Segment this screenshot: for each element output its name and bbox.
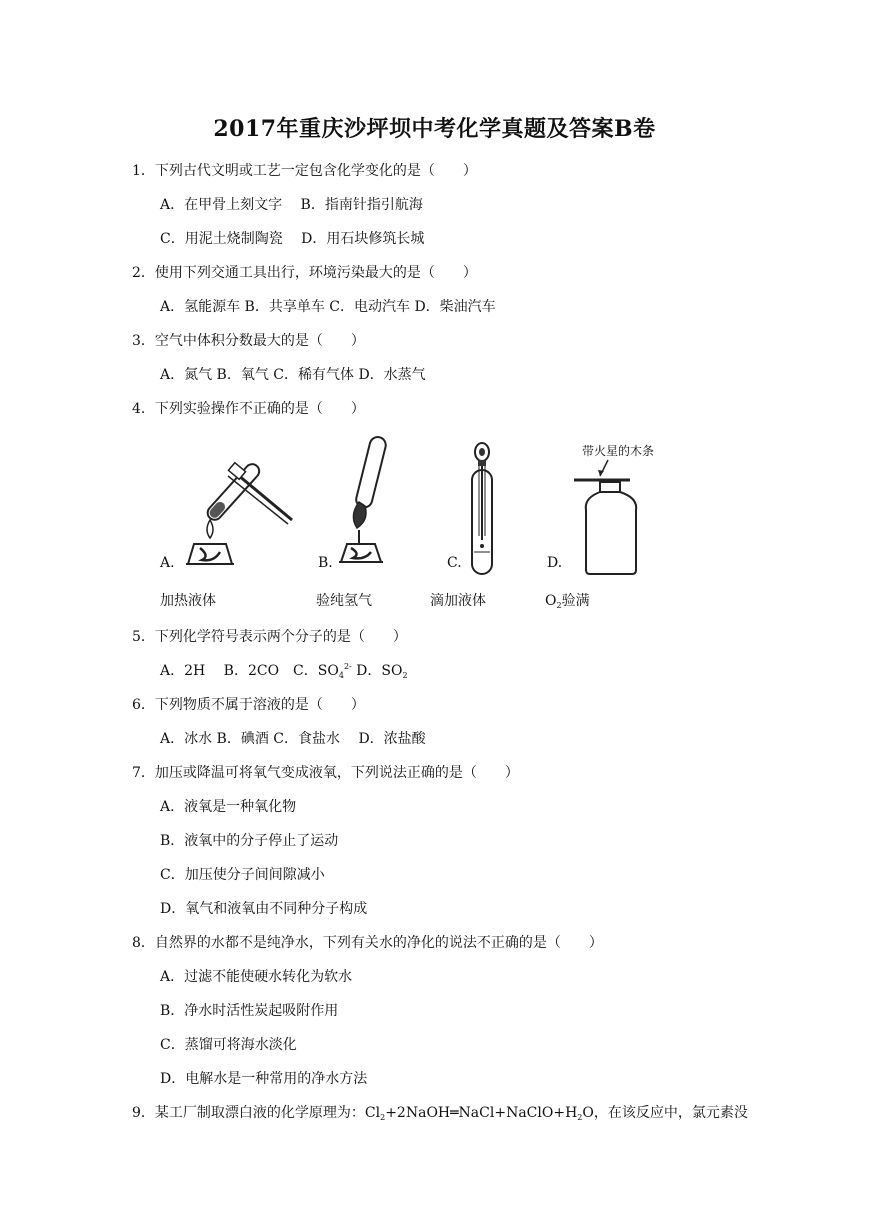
q8-option-a: A．过滤不能使硬水转化为软水: [160, 969, 353, 985]
q8-option-c: C．蒸馏可将海水淡化: [160, 1037, 297, 1053]
question-4: 4．下列实验操作不正确的是（ ）: [132, 401, 365, 417]
caption-b: 验纯氢气: [316, 593, 372, 609]
q1-options-ab: A．在甲骨上刻文字 B．指南针指引航海: [160, 197, 423, 213]
figure-a-letter: A.: [160, 555, 175, 571]
caption-a: 加热液体: [160, 593, 216, 609]
caption-d: $O_2$验满: [545, 593, 590, 610]
q8-option-d: D．电解水是一种常用的净水方法: [160, 1071, 368, 1087]
figure-heating-liquid: [180, 448, 300, 578]
question-5: 5．下列化学符号表示两个分子的是（ ）: [132, 629, 407, 645]
question-1: 1．下列古代文明或工艺一定包含化学变化的是（ ）: [132, 163, 477, 179]
caption-c: 滴加液体: [430, 593, 486, 609]
figure-hydrogen-purity: [335, 432, 395, 578]
q7-option-a: A．液氧是一种氧化物: [160, 799, 297, 815]
q6-options: A．冰水 B．碘酒 C．食盐水 D．浓盐酸: [160, 731, 426, 747]
question-2: 2．使用下列交通工具出行，环境污染最大的是（ ）: [132, 265, 477, 281]
question-7: 7．加压或降温可将氧气变成液氧，下列说法正确的是（ ）: [132, 765, 519, 781]
q1-options-cd: C．用泥土烧制陶瓷 D．用石块修筑长城: [160, 231, 425, 247]
q7-option-d: D．氧气和液氧由不同种分子构成: [160, 901, 368, 917]
figure-d-label: 带火星的木条: [582, 444, 655, 458]
q5-options: A．2H B．2CO C．$SO_4^{2-}$ D．$SO_2$: [160, 662, 408, 680]
q2-options: A．氢能源车 B．共享单车 C．电动汽车 D．柴油汽车: [160, 299, 496, 315]
figure-c-letter: C.: [447, 555, 462, 571]
figure-d-letter: D.: [547, 555, 563, 571]
q7-option-b: B．液氧中的分子停止了运动: [160, 833, 339, 849]
question-6: 6．下列物质不属于溶液的是（ ）: [132, 697, 365, 713]
q3-options: A．氮气 B．氧气 C．稀有气体 D．水蒸气: [160, 367, 426, 383]
q7-option-c: C．加压使分子间间隙减小: [160, 867, 325, 883]
question-8: 8．自然界的水都不是纯净水，下列有关水的净化的说法不正确的是（ ）: [132, 935, 603, 951]
figure-dropping-liquid: [462, 440, 502, 580]
page-title: 2017年重庆沙坪坝中考化学真题及答案B卷: [213, 116, 656, 142]
question-9: 9．某工厂制取漂白液的化学原理为：$Cl_2+2NaOH═NaCl+NaClO+H_2O$，在该反应中，氯元素没: [132, 1105, 748, 1122]
figure-b-letter: B.: [318, 555, 333, 571]
question-3: 3．空气中体积分数最大的是（ ）: [132, 333, 365, 349]
figure-oxygen-test: [570, 458, 660, 578]
q8-option-b: B．净水时活性炭起吸附作用: [160, 1003, 339, 1019]
